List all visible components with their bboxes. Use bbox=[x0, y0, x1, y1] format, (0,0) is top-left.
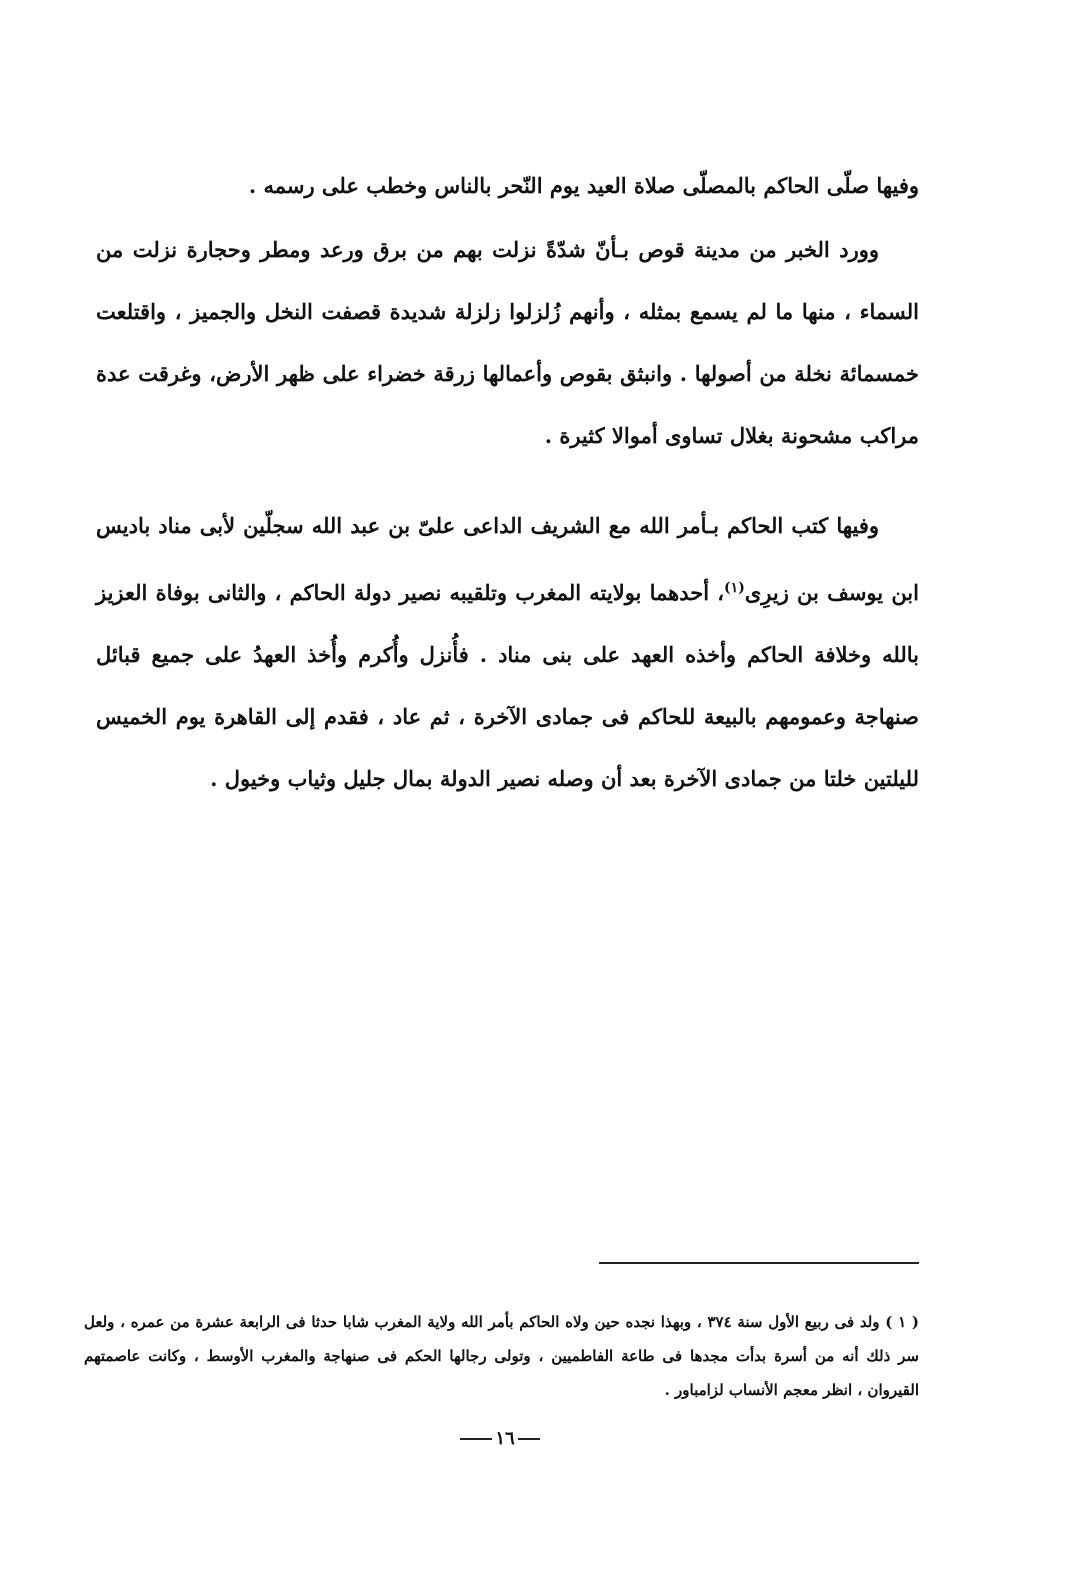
paragraph-badis-decrees bbox=[96, 495, 919, 810]
page-number-dash-right bbox=[518, 1438, 540, 1440]
page-number bbox=[440, 1428, 560, 1449]
page-number-value: ١٦ bbox=[495, 1428, 515, 1449]
footnote-text: ( ١ ) ولد فى ربيع الأول سنة ٣٧٤ ، وبهذا نجده حين ولاه الحاكم بأمر الله ولاية المغرب شابا حدثا فى الرابعة عشرة من عمره ، ولعل سر ذلك أنه من أسرة بدأت مجدها فى طاعة الفاطميين ، وتولى رجالها الحكم فى صنهاجة والمغرب الأوسط ، وكانت عاصمتهم القيروان ، انظر معجم الأنساب لزامباور . bbox=[84, 1313, 919, 1399]
paragraph-badis-text-before: وفيها كتب الحاكم بـأمر الله مع الشريف الداعى علىّ بن عبد الله سجلّين لأبى مناد باديس ابن يوسف بن زيرِى bbox=[96, 513, 919, 605]
footnote-divider bbox=[599, 1262, 919, 1264]
paragraph-eid-prayer: وفيها صلّى الحاكم بالمصلّى صلاة العيد يوم النّحر بالناس وخطب على رسمه . bbox=[248, 173, 919, 198]
page-number-dash-left bbox=[460, 1438, 492, 1440]
paragraph-badis-text-after: ، أحدهما بولايته المغرب وتلقيبه نصير دولة الحاكم ، والثانى بوفاة العزيز بالله وخلافة الحاكم وأخذه العهد على بنى مناد . فأُنزل وأُكرم وأُخذ العهدُ على جميع قبائل صنهاجة وعمومهم بالبيعة للحاكم فى جمادى الآخرة ، ثم عاد ، فقدم إلى القاهرة يوم الخميس لليلتين خلتا من جمادى الآخرة بعد أن وصله نصير الدولة بمال جليل وثياب وخيول . bbox=[96, 580, 919, 791]
footnote-marker: (١) bbox=[724, 580, 745, 596]
paragraph-qus-storm: وورد الخبر من مدينة قوص بـأنّ شدّةً نزلت بهم من برق ورعد ومطر وحجارة نزلت من السماء ، منها ما لم يسمع بمثله ، وأنهم زُلزلوا زلزلة شديدة قصفت النخل والجميز ، واقتلعت خمسمائة نخلة من أصولها . وانبثق بقوص وأعمالها زرقة خضراء على ظهر الأرض، وغرقت عدة مراكب مشحونة بغلال تساوى أموالا كثيرة . bbox=[96, 237, 919, 448]
